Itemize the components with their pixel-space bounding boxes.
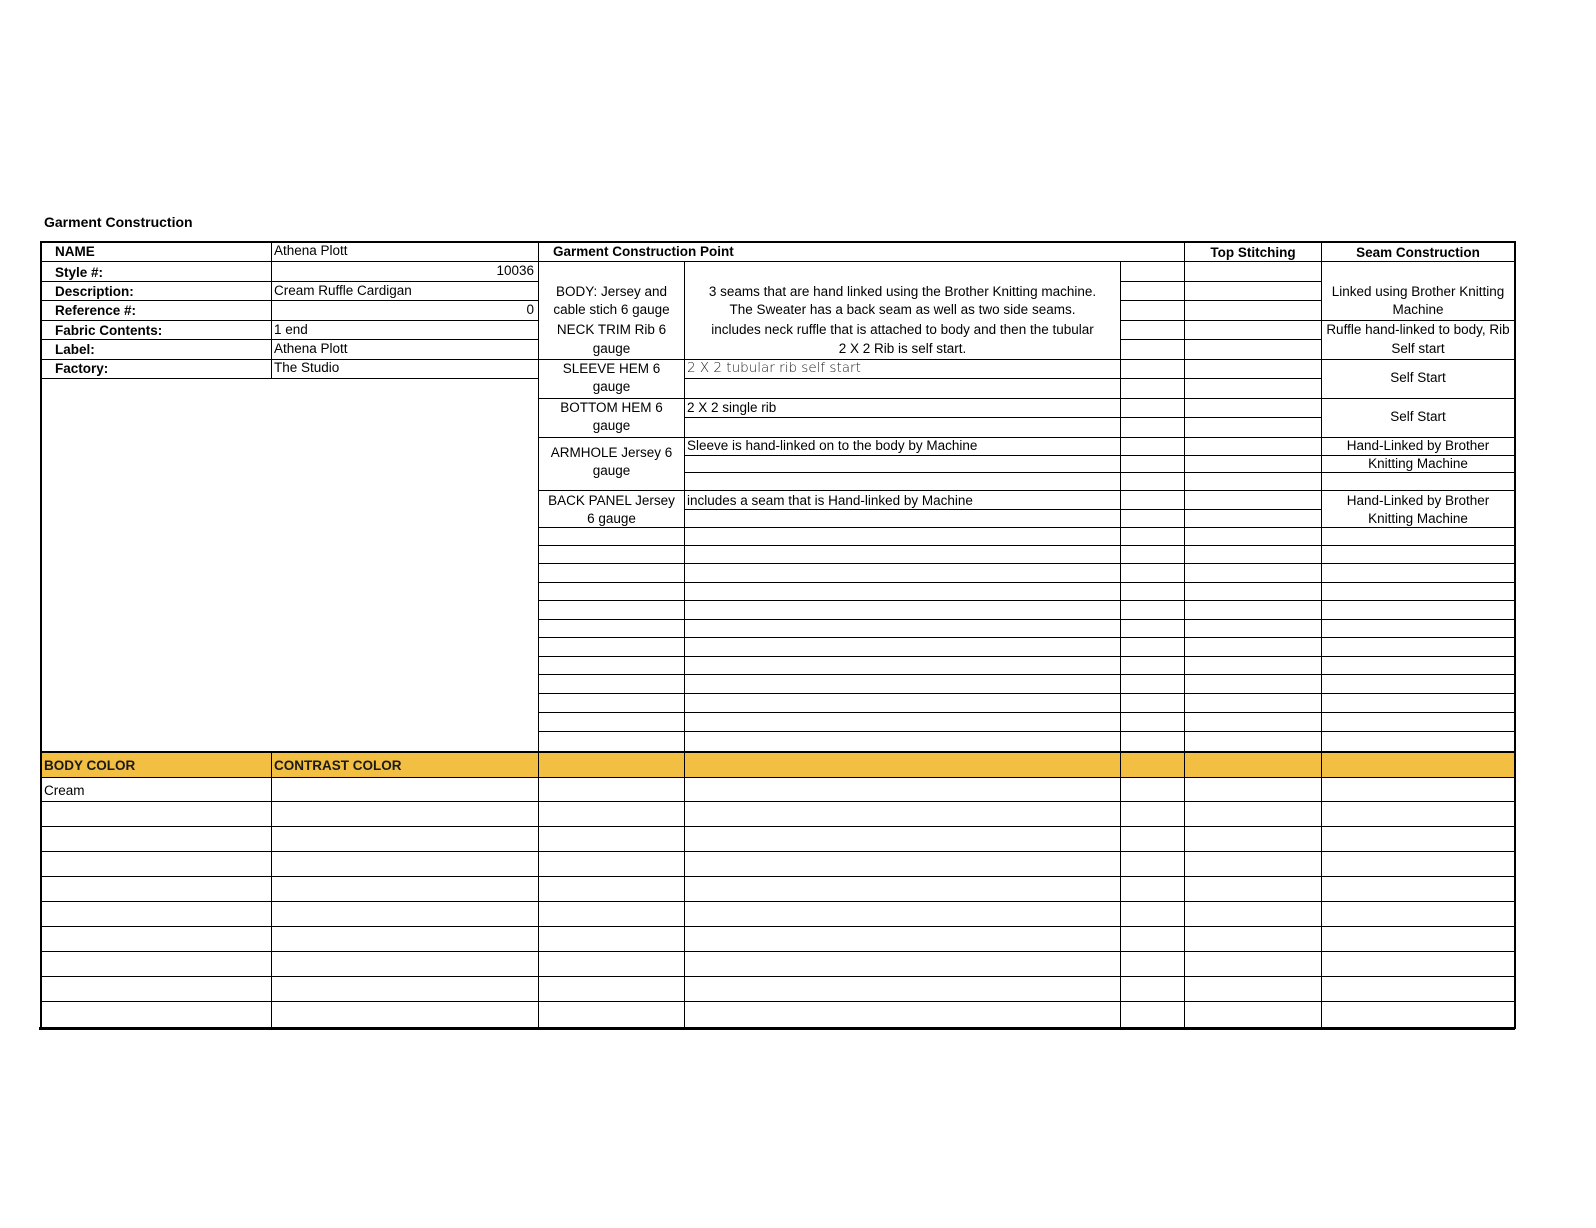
- fabric-label: Fabric Contents:: [55, 323, 163, 338]
- point-text: gauge: [592, 341, 631, 356]
- point-text: BACK PANEL Jersey: [548, 493, 675, 508]
- seam-text: Machine: [1392, 302, 1444, 317]
- name-value: Athena Plott: [274, 243, 348, 258]
- construction-point-header: Garment Construction Point: [553, 244, 734, 259]
- seam-text: Self Start: [1390, 370, 1446, 385]
- top-stitching-header: Top Stitching: [1210, 245, 1296, 260]
- seam-text: Self start: [1391, 341, 1445, 356]
- body-color-header: BODY COLOR: [44, 758, 136, 773]
- body-color-value: Cream: [44, 783, 85, 798]
- color-header-band: [40, 752, 1514, 777]
- description-text: includes a seam that is Hand-linked by Machine: [687, 493, 973, 508]
- point-text: gauge: [592, 418, 631, 433]
- seam-text: Hand-Linked by Brother: [1346, 493, 1490, 508]
- point-text: NECK TRIM Rib 6: [556, 322, 667, 337]
- seam-text: Knitting Machine: [1368, 456, 1468, 471]
- style-value: 10036: [496, 263, 534, 278]
- description-value: Cream Ruffle Cardigan: [274, 283, 412, 298]
- label-value: Athena Plott: [274, 341, 348, 356]
- seam-construction-header: Seam Construction: [1356, 245, 1480, 260]
- description-text: Sleeve is hand-linked on to the body by Machine: [687, 438, 978, 453]
- description-text: includes neck ruffle that is attached to body and then the tubular: [711, 322, 1094, 337]
- point-text: cable stich 6 gauge: [553, 302, 670, 317]
- description-text: 2 X 2 single rib: [687, 400, 777, 415]
- seam-text: Ruffle hand-linked to body, Rib: [1326, 322, 1510, 337]
- style-label: Style #:: [55, 265, 104, 280]
- page-title: Garment Construction: [44, 214, 193, 230]
- seam-text: Linked using Brother Knitting: [1331, 284, 1505, 299]
- description-text: The Sweater has a back seam as well as two side seams.: [729, 302, 1076, 317]
- point-text: ARMHOLE Jersey 6: [550, 445, 673, 460]
- fabric-value: 1 end: [274, 322, 308, 337]
- description-text: 2 X 2 Rib is self start.: [838, 341, 967, 356]
- name-label: NAME: [55, 244, 95, 259]
- description-text: 2 X 2 tubular rib self start: [687, 360, 861, 376]
- reference-label: Reference #:: [55, 303, 137, 318]
- seam-text: Knitting Machine: [1368, 511, 1468, 526]
- description-label: Description:: [55, 284, 134, 299]
- factory-label: Factory:: [55, 361, 109, 376]
- point-text: gauge: [592, 379, 631, 394]
- reference-value: 0: [526, 302, 534, 317]
- seam-text: Self Start: [1390, 409, 1446, 424]
- factory-value: The Studio: [274, 360, 340, 375]
- point-text: BOTTOM HEM 6: [560, 400, 663, 415]
- label-label: Label:: [55, 342, 95, 357]
- point-text: 6 gauge: [587, 511, 636, 526]
- point-text: SLEEVE HEM 6: [562, 361, 661, 376]
- description-text: 3 seams that are hand linked using the Brother Knitting machine.: [708, 284, 1097, 299]
- seam-text: Hand-Linked by Brother: [1346, 438, 1490, 453]
- contrast-color-header: CONTRAST COLOR: [274, 758, 402, 773]
- point-text: BODY: Jersey and: [555, 284, 668, 299]
- point-text: gauge: [592, 463, 631, 478]
